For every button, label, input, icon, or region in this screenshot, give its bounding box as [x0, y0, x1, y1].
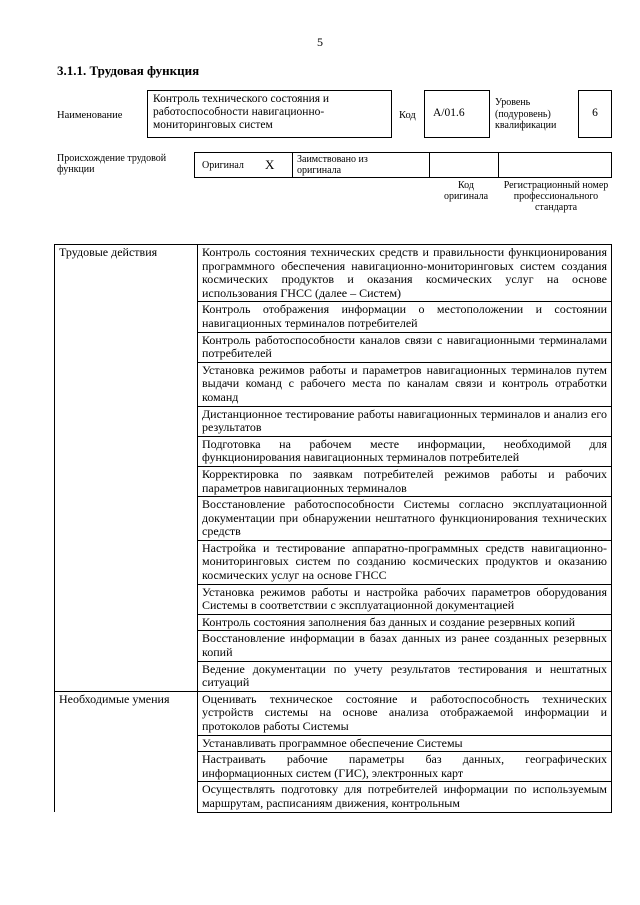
table-row [55, 302, 612, 332]
description-cell: Контроль работоспособности каналов связи с навигационными терминалами потребителей [198, 332, 612, 362]
category-cell: Необходимые умения [55, 691, 198, 735]
origin-label: Происхождение трудовой функции [57, 153, 167, 175]
table-row [55, 691, 612, 735]
original-code-cell [429, 152, 499, 178]
function-name: Контроль технического состояния и работоспособности навигационно-мониторинговых систем [153, 93, 330, 131]
category-cell [55, 332, 198, 362]
level-box [578, 90, 612, 138]
table-row [55, 466, 612, 496]
category-cell [55, 466, 198, 496]
table-row [55, 661, 612, 691]
table-row [55, 782, 612, 812]
code-label: Код [399, 110, 416, 121]
page-number: 5 [317, 35, 323, 49]
table-row [55, 406, 612, 436]
category-cell [55, 614, 198, 631]
table-row [55, 735, 612, 752]
category-cell [55, 436, 198, 466]
table-row [55, 614, 612, 631]
category-cell: Трудовые действия [55, 245, 198, 302]
description-cell: Настройка и тестирование аппаратно-программных средств навигационно-мониторинговых систем по созданию космических продуктов и оказанию космических услуг на основе ГНСС [198, 540, 612, 584]
description-cell: Контроль отображения информации о местоположении и состоянии навигационных терминалов потребителей [198, 302, 612, 332]
description-cell: Установка режимов работы и настройка рабочих параметров оборудования Системы в соответствии с эксплуатационной документацией [198, 584, 612, 614]
table-row [55, 584, 612, 614]
functions-table [54, 244, 612, 813]
description-cell: Подготовка на рабочем месте информации, необходимой для функционирования навигационных терминалов потребителей [198, 436, 612, 466]
category-cell [55, 752, 198, 782]
borrowed-cell [292, 152, 430, 178]
category-cell [55, 362, 198, 406]
code-value: A/01.6 [433, 107, 465, 119]
level-label: Уровень (подуровень) квалификации [495, 97, 557, 131]
level-value: 6 [592, 107, 598, 119]
category-cell [55, 661, 198, 691]
code-box [424, 90, 490, 138]
function-name-box [147, 90, 392, 138]
description-cell: Восстановление работоспособности Системы согласно эксплуатационной документации при обнаружении нештатного функционирования технических средств [198, 497, 612, 541]
description-cell: Восстановление информации в базах данных из ранее созданных резервных копий [198, 631, 612, 661]
original-mark: X [265, 157, 275, 172]
description-cell: Настраивать рабочие параметры баз данных, географических информационных систем (ГИС), электронных карт [198, 752, 612, 782]
borrowed-label: Заимствовано из оригинала [297, 154, 368, 176]
table-row [55, 332, 612, 362]
category-cell [55, 406, 198, 436]
section-title: 3.1.1. Трудовая функция [57, 63, 200, 78]
description-cell: Корректировка по заявкам потребителей режимов работы и рабочих параметров навигационных терминалов [198, 466, 612, 496]
name-label: Наименование [57, 110, 123, 121]
description-cell: Устанавливать программное обеспечение Системы [198, 735, 612, 752]
description-cell: Установка режимов работы и параметров навигационных терминалов путем выдачи команд с рабочего места по каналам связи и контроль отработки команд [198, 362, 612, 406]
reg-number-cell [498, 152, 612, 178]
category-cell [55, 584, 198, 614]
category-cell [55, 631, 198, 661]
description-cell: Дистанционное тестирование работы навигационных терминалов и анализ его результатов [198, 406, 612, 436]
table-row [55, 540, 612, 584]
category-cell [55, 540, 198, 584]
table-row [55, 245, 612, 302]
table-row [55, 497, 612, 541]
category-cell [55, 735, 198, 752]
table-row [55, 436, 612, 466]
description-cell: Осуществлять подготовку для потребителей информации по используемым маршрутам, расписаниям движения, контрольным [198, 782, 612, 812]
category-cell [55, 302, 198, 332]
original-cell [194, 152, 293, 178]
original-label: Оригинал [202, 160, 244, 171]
table-row [55, 752, 612, 782]
table-row [55, 362, 612, 406]
category-cell [55, 497, 198, 541]
description-cell: Контроль состояния технических средств и правильности функционирования программного обеспечения навигационно-мониторинговых систем создания космических продуктов и оказания космических услуг на основе использования ГНСС (далее – Систем) [198, 245, 612, 302]
code-caption: Код оригинала [443, 180, 489, 202]
description-cell: Контроль состояния заполнения баз данных и создание резервных копий [198, 614, 612, 631]
description-cell: Оценивать техническое состояние и работоспособность технических устройств системы на основе анализа отображаемой информации и протоколов работы Системы [198, 691, 612, 735]
table-row [55, 631, 612, 661]
description-cell: Ведение документации по учету результатов тестирования и нештатных ситуаций [198, 661, 612, 691]
category-cell [55, 782, 198, 812]
reg-caption: Регистрационный номер профессионального стандарта [503, 180, 609, 213]
